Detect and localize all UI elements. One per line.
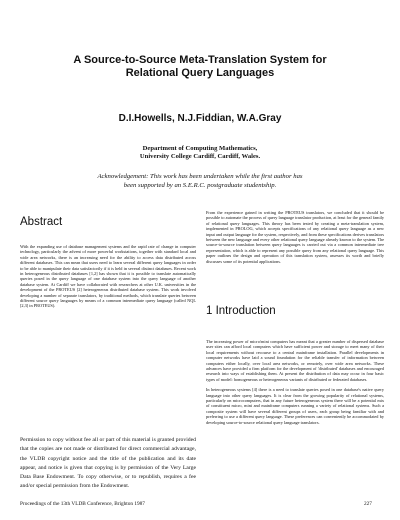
proceedings-footer: Proceedings of the 13th VLDB Conference, Brighton 1987 — [20, 501, 145, 507]
abstract-body — [20, 244, 196, 309]
abstract-heading: Abstract — [20, 216, 63, 228]
ack-line-1: Acknowledgement: This work has been undertaken while the first author has — [97, 173, 303, 180]
authors: D.I.Howells, N.J.Fiddian, W.A.Gray — [118, 113, 282, 124]
page-number: 227 — [364, 501, 372, 507]
introduction-heading: 1 Introduction — [206, 305, 276, 317]
title-line-1: A Source-to-Source Meta-Translation System for — [73, 54, 327, 66]
introduction-para-2: In heterogeneous systems [4] there is a need to translate queries posed in one database's native query language into other query languages. It is clear from the growing popularity of relational systems, particularly on microcomputers, that in any future heterogeneous system there will be a potential mix of constituent micro, mini and mainframe computers running a variety of relational systems. Such a composite system will have several different groups of users, each group being familiar with and preferring to use a different query language. These preferences can conveniently be accommodated by developing source-to-source relational query language translators. — [206, 387, 384, 425]
paper-title — [0, 54, 400, 80]
right-column-intro-text — [206, 210, 384, 264]
title-line-2: Relational Query Languages — [125, 67, 275, 79]
permission-text: Permission to copy without fee all or part of this material is granted provided that the copies are not made or distributed for direct commercial advantage, the VLDB copyright notice and the title of the publication and its date appear, and notice is given that copying is by permission of the Very Large Data Base Endowment. To copy otherwise, or to republish, requires a fee and/or special permission from the Endowment. — [20, 437, 196, 490]
abstract-text: With the expanding use of database management systems and the rapid rate of change in computer technology, particularly the advent of more powerful workstations, together with standard local and wide area networks, there is an increasing need for the ability to access data distributed across different databases. This can mean that users need to learn several different query languages in order to be able to manipulate their data satisfactorily if it is held in several distinct databases. Recent work in heterogeneous distributed databases [1,2] has shown that it is possible to translate automatically queries posed in the query language of one database system into the query language of another database system. At Cardiff we have collaborated with researchers at other U.K. universities in the development of the PROTEUS [2] heterogeneous distributed database system. This work involved developing a number of separate translators, by traditional methods, which translate queries between different source query languages by means of a common intermediate query language (called NQL [2,3] in PROTEUS). — [20, 244, 196, 309]
introduction-body — [206, 339, 384, 425]
affiliation-line-2: University College Cardiff, Cardiff, Wales. — [139, 153, 261, 160]
acknowledgement — [0, 172, 400, 190]
affiliation — [0, 145, 400, 161]
introduction-para-1: The increasing power of micro/mini computers has meant that a greater number of dispersed database user sites can afford local computers which have sufficient power and storage to meet many of their local requirements without recourse to a central mainframe installation. Parallel developments in computer networks have laid a sound foundation for the reliable transfer of information between computers either locally, over local area networks, or remotely, over wide area networks. These advances have provided a firm platform for the development of 'distributed' databases and encouraged research into ways of establishing them. At present the distribution of data may occur in four basic types of model: homogeneous or heterogeneous variants of distributed or federated databases. — [206, 339, 384, 382]
right-top-text: From the experience gained in writing the PROTEUS translators, we concluded that it should be possible to automate the process of query language translator production, at least for the general family of relational query languages. This theory has been tested by creating a meta-translation system, implemented in PROLOG, which accepts specifications of any relational query language as a new input and output language for the system, respectively, and from these specifications derives translators between the new language and every other relational query language already known to the system. The source-to-source translation between query languages is carried out via a common intermediate tree representation, which is able to represent any possible query from any relational query language. This paper outlines the design and operation of this translation system, assesses its worth and briefly discusses some of its potential applications. — [206, 210, 384, 264]
affiliation-line-1: Department of Computing Mathematics, — [142, 145, 258, 152]
permission-notice — [20, 436, 196, 492]
ack-line-2: been supported by an S.E.R.C. postgraduate studentship. — [123, 182, 277, 189]
